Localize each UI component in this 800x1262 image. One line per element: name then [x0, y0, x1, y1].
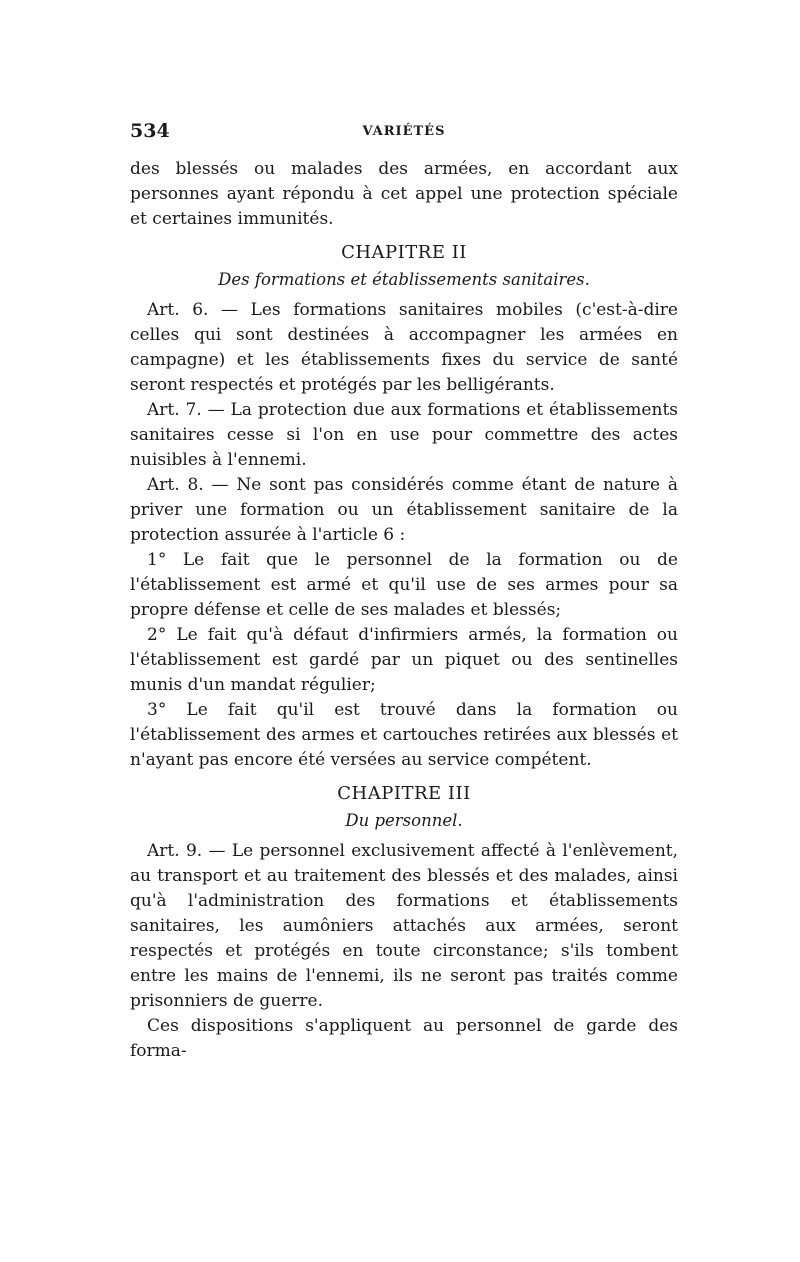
article-8-item-1: 1° Le fait que le personnel de la formation ou de l'établissement est armé et qu'il use de ses armes pour sa propre défense et celle de ses malades et blessés; [130, 550, 678, 620]
article-8: Art. 8. — Ne sont pas considérés comme étant de nature à priver une formation ou un établissement sanitaire de la protection assurée à l'article 6 : [130, 475, 678, 545]
article-7: Art. 7. — La protection due aux formations et établissements sanitaires cesse si l'on en use pour commettre des actes nuisibles à l'ennemi. [130, 400, 678, 470]
paragraph-last: Ces dispositions s'appliquent au personnel de garde des forma- [130, 1016, 678, 1061]
page-body [130, 157, 678, 1064]
article-9: Art. 9. — Le personnel exclusivement affecté à l'enlèvement, au transport et au traitement des blessés et des malades, ainsi qu'à l'administration des formations et établissements sanitaires, les aumôniers attachés aux armées, seront respectés et protégés en toute circonstance; s'ils tombent entre les mains de l'ennemi, ils ne seront pas traités comme prisonniers de guerre. [130, 841, 678, 1011]
chapter-title: CHAPITRE III [337, 783, 471, 804]
page-number: 534 [130, 120, 170, 142]
article-8-item-2: 2° Le fait qu'à défaut d'infirmiers armés, la formation ou l'établissement est gardé par un piquet ou des sentinelles munis d'un mandat régulier; [130, 625, 678, 695]
running-head: VARIÉTÉS [362, 124, 446, 139]
article-6: Art. 6. — Les formations sanitaires mobiles (c'est-à-dire celles qui sont destinées à accompagner les armées en campagne) et les établissements fixes du service de santé seront respectés et protégés par les belligérants. [130, 300, 678, 395]
chapter-title: CHAPITRE II [341, 242, 467, 263]
article-8-item-3: 3° Le fait qu'il est trouvé dans la formation ou l'établissement des armes et cartouches retirées aux blessés et n'ayant pas encore été versées au service compétent. [130, 700, 678, 770]
page-header [130, 120, 678, 144]
paragraph-continuation: des blessés ou malades des armées, en accordant aux personnes ayant répondu à cet appel une protection spéciale et certaines immunités. [130, 159, 678, 229]
chapter-subtitle: Des formations et établissements sanitaires. [218, 270, 590, 289]
chapter-subtitle: Du personnel. [345, 811, 463, 830]
